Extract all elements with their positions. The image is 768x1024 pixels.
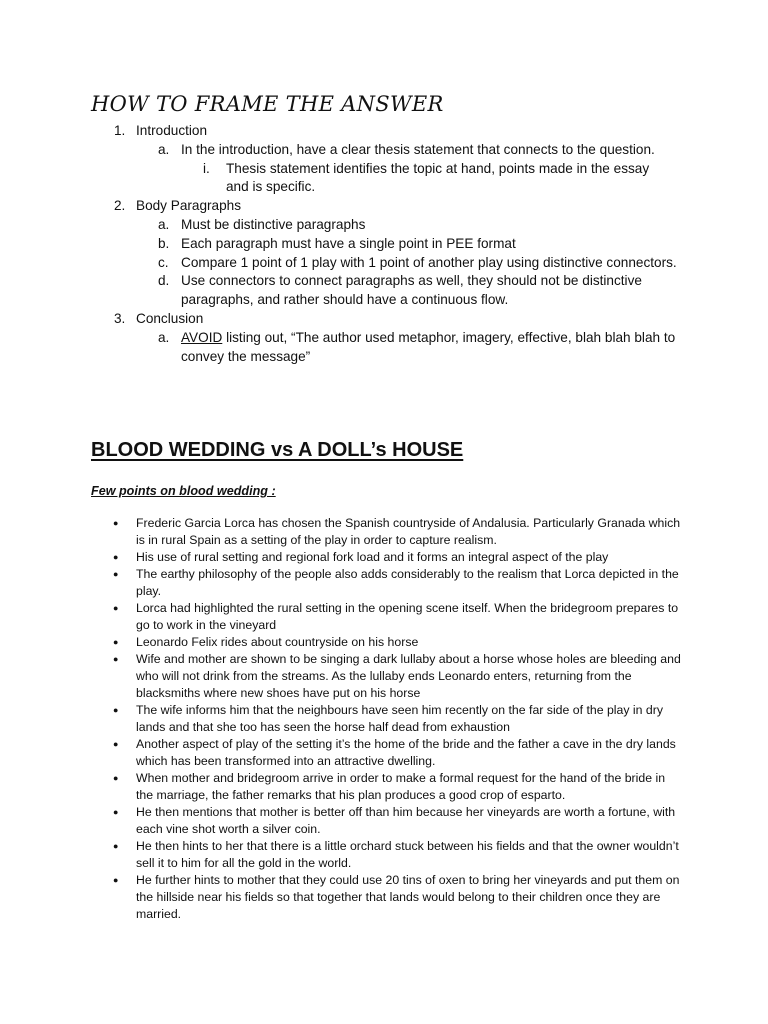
list-item	[0, 549, 681, 566]
list-item-text: The earthy philosophy of the people also adds considerably to the realism that Lorca depicted in the play.	[136, 567, 679, 598]
outline-text: Must be distinctive paragraphs	[181, 216, 366, 232]
list-item-text: When mother and bridegroom arrive in order to make a formal request for the hand of the bride in the marriage, the father remarks that his plan produces a good crop of esparto.	[136, 771, 666, 802]
list-item-text: Lorca had highlighted the rural setting in the opening scene itself. When the bridegroom prepares to go to work in the vineyard	[136, 601, 679, 632]
outline-text: Conclusion	[136, 310, 204, 326]
outline-number: 1.	[114, 123, 126, 138]
outline-letter: d.	[158, 273, 170, 289]
list-item	[0, 838, 681, 872]
outline-item	[0, 160, 768, 198]
list-item-text: Leonardo Felix rides about countryside on his horse	[136, 635, 419, 649]
outline-text: Compare 1 point of 1 play with 1 point of another play using distinctive connectors.	[181, 254, 677, 270]
list-item	[0, 600, 681, 634]
bullet-dot-icon: ●	[113, 807, 119, 817]
bullet-dot-icon: ●	[113, 552, 119, 562]
outline-text	[181, 329, 681, 367]
list-item	[0, 702, 681, 736]
outline-text: Thesis statement identifies the topic at hand, points made in the essay and is specific.	[226, 160, 650, 195]
list-item-text: He then hints to her that there is a little orchard stuck between his fields and that the owner wouldn’t sell it to him for all the gold in the world.	[136, 839, 679, 870]
outline-item	[0, 329, 768, 367]
list-item	[0, 872, 681, 923]
bullet-dot-icon: ●	[113, 841, 119, 851]
list-item-text: His use of rural setting and regional fork load and it forms an integral aspect of the play	[136, 550, 609, 564]
list-item	[0, 515, 681, 549]
outline-text: Each paragraph must have a single point in PEE format	[181, 235, 516, 251]
outline-item	[0, 254, 768, 273]
bullet-dot-icon: ●	[113, 739, 119, 749]
bullet-dot-icon: ●	[113, 637, 119, 647]
bullet-dot-icon: ●	[113, 773, 119, 783]
outline-item	[0, 122, 768, 141]
list-item-text: He then mentions that mother is better off than him because her vineyards are worth a fortune, with each vine shot worth a silver coin.	[136, 805, 676, 836]
list-item	[0, 634, 681, 651]
section-title-blood-wedding: BLOOD WEDDING vs A DOLL’s HOUSE	[91, 439, 464, 461]
list-item-text: Frederic Garcia Lorca has chosen the Spanish countryside of Andalusia. Particularly Granada which is in rural Spain as a setting of the play in order to capture realism.	[136, 516, 681, 547]
bullet-dot-icon: ●	[113, 654, 119, 664]
list-item	[0, 566, 681, 600]
section-title-how-to-frame: HOW TO FRAME THE ANSWER	[91, 92, 444, 116]
outline-text-rest: listing out, “The author used metaphor, imagery, effective, blah blah blah to convey the message”	[181, 329, 676, 364]
outline-number: 3.	[114, 310, 126, 326]
answer-framework-outline	[0, 122, 768, 366]
bullet-dot-icon: ●	[113, 569, 119, 579]
bullet-dot-icon: ●	[113, 875, 119, 885]
outline-text: Use connectors to connect paragraphs as well, they should not be distinctive paragraphs, and rather should have a continuous flow.	[181, 273, 642, 308]
outline-letter: a.	[158, 329, 170, 345]
outline-roman: i.	[203, 160, 210, 176]
outline-item	[0, 272, 768, 310]
outline-letter: b.	[158, 235, 170, 251]
outline-letter: c.	[158, 254, 169, 270]
outline-item	[0, 216, 768, 235]
outline-item	[0, 141, 768, 160]
list-item	[0, 770, 681, 804]
list-item-text: He further hints to mother that they could use 20 tins of oxen to bring her vineyards and put them on the hillside near his fields so that together that lands would belong to their children once they are married.	[136, 873, 680, 921]
avoid-emphasis: AVOID	[181, 329, 223, 345]
list-item	[0, 651, 681, 702]
subheading-few-points: Few points on blood wedding :	[91, 484, 276, 498]
list-item	[0, 804, 681, 838]
bullet-dot-icon: ●	[113, 518, 119, 528]
outline-text: Introduction	[136, 123, 208, 138]
outline-item	[0, 197, 768, 216]
bullet-dot-icon: ●	[113, 603, 119, 613]
list-item-text: The wife informs him that the neighbours have seen him recently on the far side of the play in dry lands and that she too has seen the horse half dead from exhaustion	[136, 703, 663, 734]
outline-item	[0, 310, 768, 329]
outline-item	[0, 235, 768, 254]
list-item-text: Wife and mother are shown to be singing a dark lullaby about a horse whose holes are bleeding and who will not drink from the streams. As the lullaby ends Leonardo enters, returning from the blacksmiths where new shoes have put on his horse	[136, 652, 681, 700]
outline-text: Body Paragraphs	[136, 198, 242, 214]
list-item-text: Another aspect of play of the setting it’s the home of the bride and the father a cave in the dry lands which has been transformed into an attractive dwelling.	[136, 737, 676, 768]
outline-number: 2.	[114, 198, 126, 214]
blood-wedding-points-list	[0, 515, 768, 923]
outline-letter: a.	[158, 216, 170, 232]
list-item	[0, 736, 681, 770]
outline-letter: a.	[158, 141, 170, 157]
bullet-dot-icon: ●	[113, 705, 119, 715]
outline-text: In the introduction, have a clear thesis statement that connects to the question.	[181, 141, 655, 157]
